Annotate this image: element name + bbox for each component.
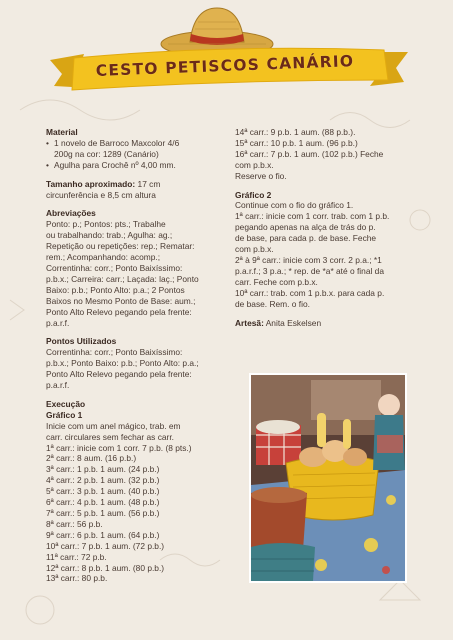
size-label: Tamanho aproximado: bbox=[46, 178, 136, 189]
chart1-text bbox=[46, 421, 224, 585]
material-item-text: 1 novelo de Barroco Maxcolor 4/6 bbox=[54, 137, 180, 148]
text-line: p.a.r.f. bbox=[46, 380, 70, 391]
text-line: Baixo: p.b.; Ponto Alto: p.a.; 2 Pontos bbox=[46, 284, 185, 295]
text-line: com p.b.x. bbox=[235, 244, 274, 255]
size-detail: circunferência e 8,5 cm altura bbox=[46, 189, 156, 200]
material-item-text: 200g na cor: 1289 (Canário) bbox=[54, 148, 159, 159]
material-item: • Agulha para Crochê nº 4,00 mm. bbox=[46, 159, 176, 170]
text-line: carr. circulares sem fechar as carr. bbox=[46, 431, 174, 442]
text-line: Ponto Alto Relevo pegando pela frente: bbox=[46, 369, 192, 380]
text-line: Correntinha: corr.; Ponto Baixíssimo: bbox=[46, 262, 183, 273]
text-line: 11ª carr.: 72 p.b. bbox=[46, 551, 107, 562]
text-line: 12ª carr.: 8 p.b. 1 aum. (80 p.b.) bbox=[46, 562, 165, 573]
material-item-text: Agulha para Crochê nº 4,00 mm. bbox=[54, 159, 176, 170]
basket-illustration bbox=[251, 375, 405, 581]
abbrev-text bbox=[46, 219, 224, 328]
text-line: de base. Rem. o fio. bbox=[235, 298, 310, 309]
text-line: Ponto Alto Relevo pegando pela frente: bbox=[46, 306, 192, 317]
material-heading: Material bbox=[46, 127, 78, 137]
text-line: 4ª carr.: 2 p.b. 1 aum. (32 p.b.) bbox=[46, 475, 160, 486]
text-line: rem.; Acompanhando: acomp.; bbox=[46, 252, 161, 263]
text-line: Correntinha: corr.; Ponto Baixíssimo: bbox=[46, 347, 183, 358]
text-line: Baixos no Mesmo Ponto de Base: aum.; bbox=[46, 295, 196, 306]
chart2-text bbox=[235, 200, 413, 309]
text-line: Ponto: p.; Pontos: pts.; Trabalhe bbox=[46, 219, 166, 230]
text-line: p.a.r.f.; 3 p.a.; * rep. de *a* até o final da bbox=[235, 265, 384, 276]
text-line: 14ª carr.: 9 p.b. 1 aum. (88 p.b.). bbox=[235, 127, 356, 137]
text-line: ou trabalhando: trab.; Agulha: ag.; bbox=[46, 230, 173, 241]
text-line: 6ª carr.: 4 p.b. 1 aum. (48 p.b.) bbox=[46, 497, 160, 508]
chart1-continued bbox=[235, 127, 413, 182]
text-line: Inicie com um anel mágico, trab. em bbox=[46, 420, 181, 431]
left-column bbox=[46, 127, 224, 584]
text-line: p.a.r.f. bbox=[46, 317, 70, 328]
text-line: 3ª carr.: 1 p.b. 1 aum. (24 p.b.) bbox=[46, 464, 160, 475]
used-stitches-heading: Pontos Utilizados bbox=[46, 336, 117, 347]
text-line: 8ª carr.: 56 p.b. bbox=[46, 518, 103, 529]
text-line: 9ª carr.: 6 p.b. 1 aum. (64 p.b.) bbox=[46, 529, 160, 540]
text-line: 2ª carr.: 8 aum. (16 p.b.) bbox=[46, 453, 137, 464]
material-item: • 1 novelo de Barroco Maxcolor 4/6 200g na cor: 1289 (Canário) bbox=[46, 137, 180, 159]
right-column bbox=[235, 127, 413, 328]
text-line: de base, para cada p. de base. Feche bbox=[235, 233, 377, 244]
text-line: 7ª carr.: 5 p.b. 1 aum. (56 p.b.) bbox=[46, 508, 160, 518]
text-line: pegando apenas na alça de trás do p. bbox=[235, 222, 376, 233]
artist-name: Anita Eskelsen bbox=[263, 317, 322, 328]
text-line: 5ª carr.: 3 p.b. 1 aum. (40 p.b.) bbox=[46, 486, 160, 497]
text-line: p.b.x.; Ponto Baixo: p.b.; Ponto Alto: p.a.; bbox=[46, 358, 199, 369]
text-line: carr. Feche com p.b.x. bbox=[235, 276, 318, 287]
product-photo bbox=[249, 373, 407, 583]
execution-heading: Execução bbox=[46, 398, 86, 409]
text-line: 10ª carr.: 7 p.b. 1 aum. (72 p.b.) bbox=[46, 540, 165, 551]
text-line: 15ª carr.: 10 p.b. 1 aum. (96 p.b.) bbox=[235, 137, 358, 148]
page-title: CESTO PETISCOS CANÁRIO bbox=[95, 52, 355, 80]
text-line: Repetição ou repetições: rep.; Rematar: bbox=[46, 241, 195, 252]
artist-credit bbox=[235, 318, 413, 329]
text-line: Continue com o fio do gráfico 1. bbox=[235, 200, 354, 211]
text-line: 2ª à 9ª carr.: inicie com 3 corr. 2 p.a.; *1 bbox=[235, 254, 382, 265]
artist-label: Artesã: bbox=[235, 317, 264, 328]
text-line: Reserve o fio. bbox=[235, 170, 287, 181]
text-line: com p.b.x. bbox=[235, 159, 274, 170]
text-line: 1ª carr.: inicie com 1 corr. trab. com 1 p.b. bbox=[235, 211, 390, 222]
text-line: p.b.x.; Carreira: carr.; Laçada: laç.; Ponto bbox=[46, 273, 199, 284]
abbrev-heading: Abreviações bbox=[46, 208, 96, 219]
size-line bbox=[46, 179, 224, 190]
chart2-heading: Gráfico 2 bbox=[235, 189, 272, 200]
text-line: 1ª carr.: inicie com 1 corr. 7 p.b. (8 pts.) bbox=[46, 442, 192, 453]
text-line: 10ª carr.: trab. com 1 p.b.x. para cada p. bbox=[235, 287, 385, 298]
size-value: 17 cm bbox=[135, 178, 161, 189]
chart1-heading: Gráfico 1 bbox=[46, 409, 83, 420]
text-line: 13ª carr.: 80 p.b. bbox=[46, 573, 108, 584]
text-line: 16ª carr.: 7 p.b. 1 aum. (102 p.b.) Feche bbox=[235, 148, 384, 159]
used-stitches-text bbox=[46, 347, 224, 391]
